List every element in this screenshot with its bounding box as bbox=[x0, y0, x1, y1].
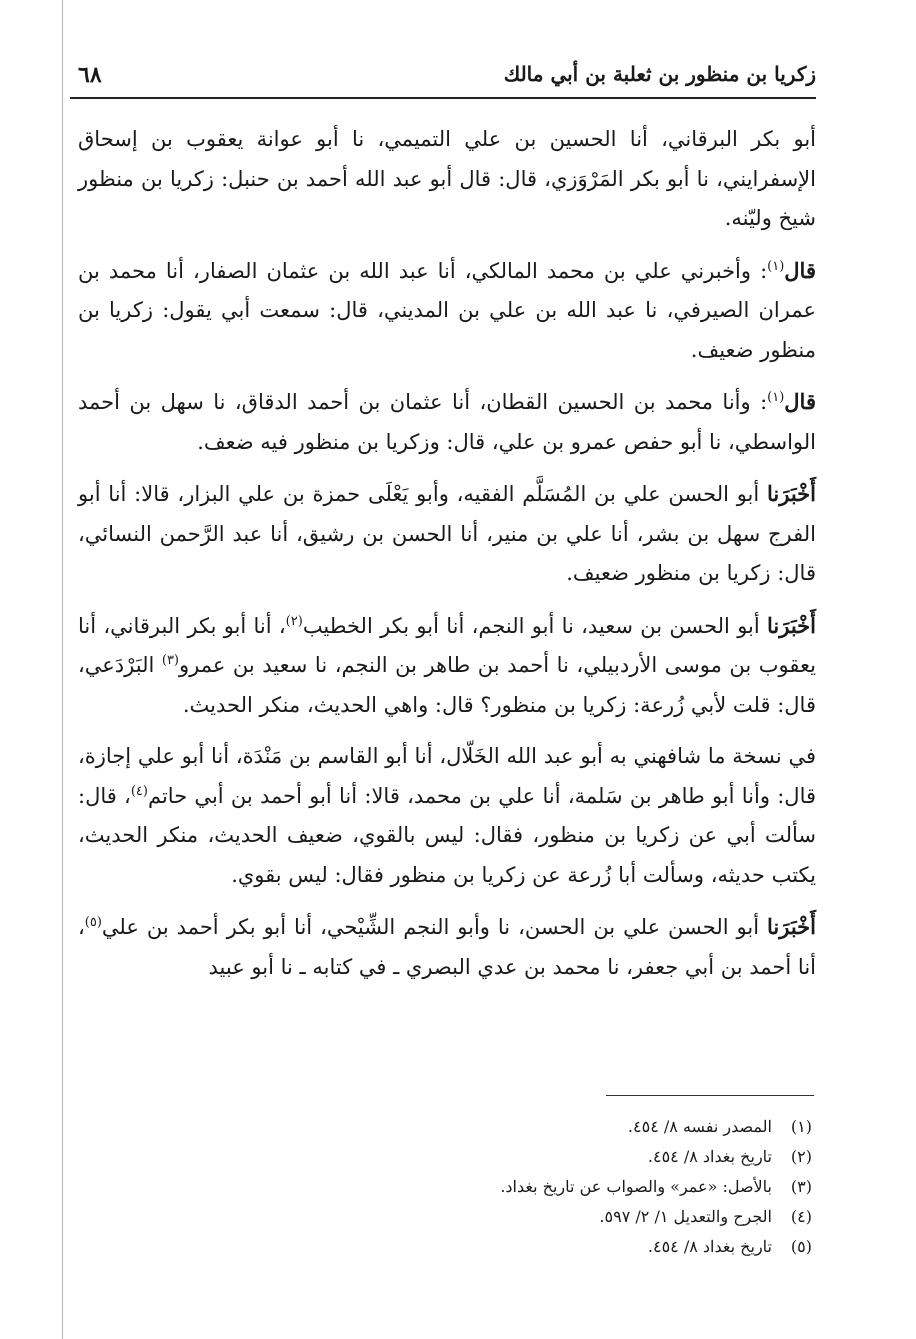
footnote-4 bbox=[78, 1202, 812, 1232]
paragraph-text: البَرْدَعي، قال: قلت لأبي زُرعة: زكريا بن منظور؟ قال: واهي الحديث، منكر الحديث. bbox=[78, 653, 816, 717]
paragraph-text: أبو الحسن علي بن الحسن، نا وأبو النجم الشِّيْحي، أنا أبو بكر أحمد بن علي bbox=[101, 915, 768, 939]
paragraph-text: في نسخة ما شافهني به أبو عبد الله الخَلّال، أنا أبو القاسم بن مَنْدَة، أنا أبو علي إجازة، قال: وأنا أبو طاهر بن سَلمة، أنا علي بن محمد، قالا: أنا أبو أحمد بن أبي حاتم bbox=[78, 744, 817, 808]
paragraph-lead: أَخْبَرَنا bbox=[767, 914, 816, 939]
paragraph-text: أبو بكر البرقاني، أنا الحسين بن علي التميمي، نا أبو عوانة يعقوب بن إسحاق الإسفرايني، نا أبو بكر المَرْوَزي، قال: قال أبو عبد الله أحمد بن حنبل: زكريا بن منظور شيخ وليّنه. bbox=[78, 127, 816, 230]
paragraph-text: أبو الحسن بن سعيد، نا أبو النجم، أنا أبو بكر الخطيب bbox=[302, 613, 768, 638]
footnote-text: تاريخ بغداد ٨/ ٤٥٤. bbox=[647, 1237, 772, 1256]
footnote-text: تاريخ بغداد ٨/ ٤٥٤. bbox=[647, 1147, 772, 1166]
footnote-ref: (٤) bbox=[130, 783, 148, 799]
footnote-1 bbox=[78, 1112, 812, 1142]
main-text bbox=[78, 120, 816, 999]
paragraph-text: ، قال: سألت أبي عن زكريا بن منظور، فقال: ليس بالقوي، ضعيف الحديث، منكر الحديث، يكتب حديثه، وسألت أبا زُرعة عن زكريا بن منظور فقال: ليس بقوي. bbox=[78, 783, 816, 887]
gutter-line bbox=[62, 0, 63, 1339]
footnote-text: المصدر نفسه ٨/ ٤٥٤. bbox=[627, 1117, 772, 1136]
paragraph-lead: قال bbox=[784, 389, 816, 414]
running-title: زكريا بن منظور بن ثعلبة بن أبي مالك bbox=[503, 62, 816, 86]
footnote-ref: (٢) bbox=[285, 613, 303, 629]
footnote-ref: (٣) bbox=[161, 653, 179, 668]
footnote-rule bbox=[606, 1095, 814, 1096]
paragraph-5 bbox=[78, 606, 816, 726]
footnote-number: (٥) bbox=[790, 1237, 812, 1256]
paragraph-lead: قال bbox=[784, 257, 816, 283]
paragraph-text: : وأنا محمد بن الحسين القطان، أنا عثمان بن أحمد الدقاق، نا سهل بن أحمد الواسطي، نا أبو حفص عمرو بن علي، قال: وزكريا بن منظور فيه ضعف. bbox=[78, 390, 816, 454]
paragraph-7 bbox=[78, 907, 816, 987]
page-header bbox=[78, 58, 816, 92]
paragraph-text: أبو الحسن علي بن المُسَلَّم الفقيه، وأبو يَعْلَى حمزة بن علي البزار، قالا: أنا أبو الفرج سهل بن بشر، أنا علي بن منير، أنا الحسن بن رشيق، أنا عبد الرَّحمن النسائي، قال: زكريا بن منظور ضعيف. bbox=[78, 482, 816, 585]
paragraph-text: ، أنا أحمد بن أبي جعفر، نا محمد بن عدي البصري ـ في كتابه ـ نا أبو عبيد bbox=[78, 915, 816, 979]
footnote-2 bbox=[78, 1142, 812, 1172]
paragraph-text: : وأخبرني علي بن محمد المالكي، أنا عبد الله بن عثمان الصفار، أنا محمد بن عمران الصيرفي، نا عبد الله بن علي بن المديني، قال: سمعت أبي يقول: زكريا بن منظور ضعيف. bbox=[78, 258, 816, 362]
footnote-text: الجرح والتعديل ١/ ٢/ ٥٩٧. bbox=[599, 1207, 772, 1226]
footnote-number: (١) bbox=[790, 1117, 812, 1136]
paragraph-1 bbox=[78, 120, 816, 239]
page-number: ٦٨ bbox=[78, 62, 102, 88]
footnote-number: (٢) bbox=[790, 1147, 812, 1166]
paragraph-4 bbox=[78, 474, 816, 594]
paragraph-2 bbox=[78, 251, 816, 371]
footnote-text: بالأصل: «عمر» والصواب عن تاريخ بغداد. bbox=[500, 1177, 772, 1196]
footnote-number: (٤) bbox=[790, 1207, 812, 1226]
header-rule bbox=[70, 97, 816, 99]
paragraph-lead: أَخْبَرَنا bbox=[767, 481, 816, 506]
footnote-3 bbox=[78, 1172, 812, 1202]
paragraph-lead: أَخْبَرَنا bbox=[767, 612, 816, 638]
paragraph-text: ، أنا أبو بكر البرقاني، أنا يعقوب بن موسى الأردبيلي، نا أحمد بن طاهر بن النجم، نا سعيد بن عمرو bbox=[78, 613, 816, 677]
paragraph-3 bbox=[78, 382, 816, 462]
paragraph-6 bbox=[78, 737, 816, 895]
footnote-5 bbox=[78, 1232, 812, 1262]
footnote-ref: (١) bbox=[767, 390, 785, 405]
footnotes bbox=[78, 1112, 812, 1262]
footnote-ref: (٥) bbox=[84, 915, 102, 930]
footnote-number: (٣) bbox=[790, 1177, 812, 1196]
footnote-ref: (١) bbox=[767, 258, 785, 274]
